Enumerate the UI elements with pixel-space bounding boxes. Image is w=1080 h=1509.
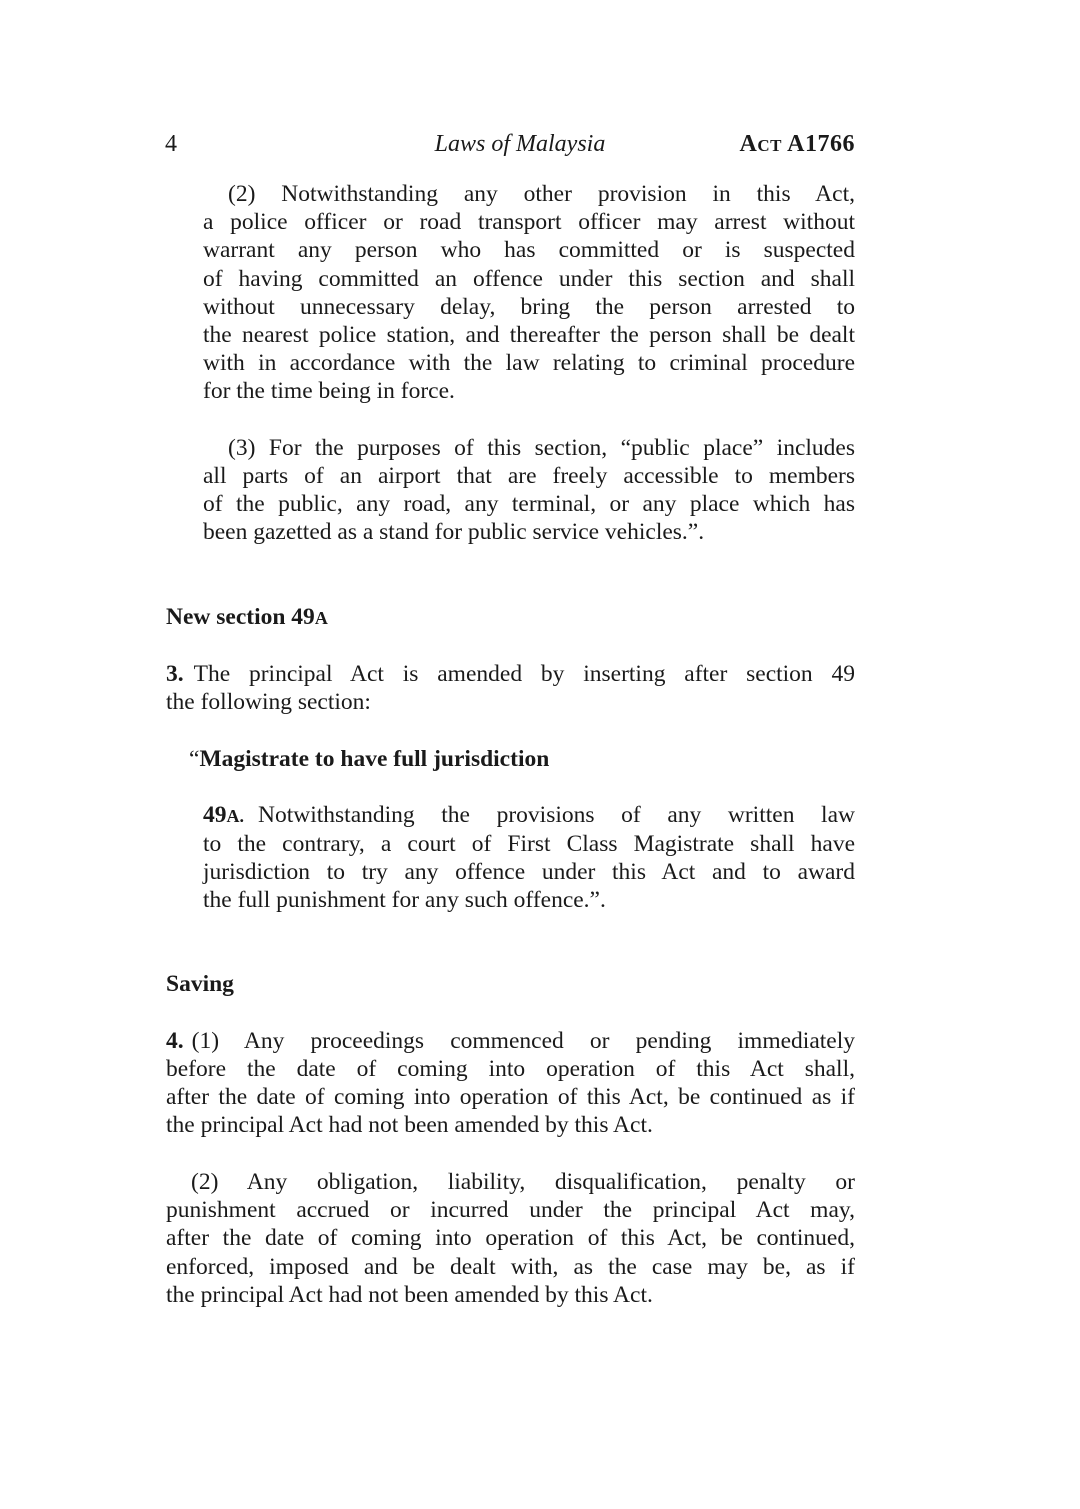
text-line: (3) For the purposes of this section, “public place” includes xyxy=(228,435,855,461)
text-line: (2) Notwithstanding any other provision in this Act, xyxy=(228,181,855,207)
text-line: before the date of coming into operation of this Act shall, xyxy=(166,1056,855,1082)
text-line: the nearest police station, and thereafter the person shall be dealt xyxy=(203,322,855,348)
text-line: all parts of an airport that are freely accessible to members xyxy=(203,463,855,489)
text-line xyxy=(166,1027,855,1055)
inserted-section-number: 49A. xyxy=(203,802,244,828)
section-text: (1) Any proceedings commenced or pending immediately xyxy=(191,1028,855,1054)
running-header xyxy=(165,128,855,160)
inserted-section-heading xyxy=(189,745,549,773)
text-line: jurisdiction to try any offence under this Act and to award xyxy=(203,859,855,885)
text-line: without unnecessary delay, bring the person arrested to xyxy=(203,294,855,320)
text-line xyxy=(166,660,855,688)
inserted-heading-text: Magistrate to have full jurisdiction xyxy=(199,746,550,772)
text-line: the full punishment for any such offence.”. xyxy=(203,887,606,913)
text-line: of having committed an offence under this section and shall xyxy=(203,266,855,292)
page-number: 4 xyxy=(165,131,177,157)
act-prefix: Act xyxy=(739,131,782,157)
text-line: the principal Act had not been amended by this Act. xyxy=(166,1112,653,1138)
act-code: A1766 xyxy=(787,131,855,157)
section-number: 3. xyxy=(166,661,184,687)
text-line: been gazetted as a stand for public service vehicles.”. xyxy=(203,519,705,545)
text-line: of the public, any road, any terminal, or any place which has xyxy=(203,491,855,517)
text-line: for the time being in force. xyxy=(203,378,455,404)
text-line: the principal Act had not been amended by this Act. xyxy=(166,1282,653,1308)
section-heading xyxy=(166,603,328,632)
inserted-section-text: Notwithstanding the provisions of any written law xyxy=(258,802,855,828)
text-line: with in accordance with the law relating to criminal procedure xyxy=(203,350,855,376)
text-line: after the date of coming into operation of this Act, be continued, xyxy=(166,1225,855,1251)
text-line: warrant any person who has committed or is suspected xyxy=(203,237,855,263)
section-number: 4. xyxy=(166,1028,184,1054)
section-text: The principal Act is amended by inserting after section 49 xyxy=(193,661,855,687)
section-heading-saving: Saving xyxy=(166,971,234,997)
text-line: enforced, imposed and be dealt with, as the case may be, as if xyxy=(166,1254,855,1280)
text-line: to the contrary, a court of First Class Magistrate shall have xyxy=(203,831,855,857)
open-quote: “ xyxy=(189,746,200,772)
section-heading-text: New section 49 xyxy=(166,604,315,630)
text-line: the following section: xyxy=(166,689,371,715)
section-heading-suffix: A xyxy=(314,608,328,628)
text-line: punishment accrued or incurred under the principal Act may, xyxy=(166,1197,855,1223)
text-line: (2) Any obligation, liability, disqualification, penalty or xyxy=(191,1169,855,1195)
text-line xyxy=(203,801,855,829)
running-title: Laws of Malaysia xyxy=(434,131,606,157)
text-line: a police officer or road transport officer may arrest without xyxy=(203,209,855,235)
text-line: after the date of coming into operation of this Act, be continued as if xyxy=(166,1084,855,1110)
act-number xyxy=(740,128,855,160)
